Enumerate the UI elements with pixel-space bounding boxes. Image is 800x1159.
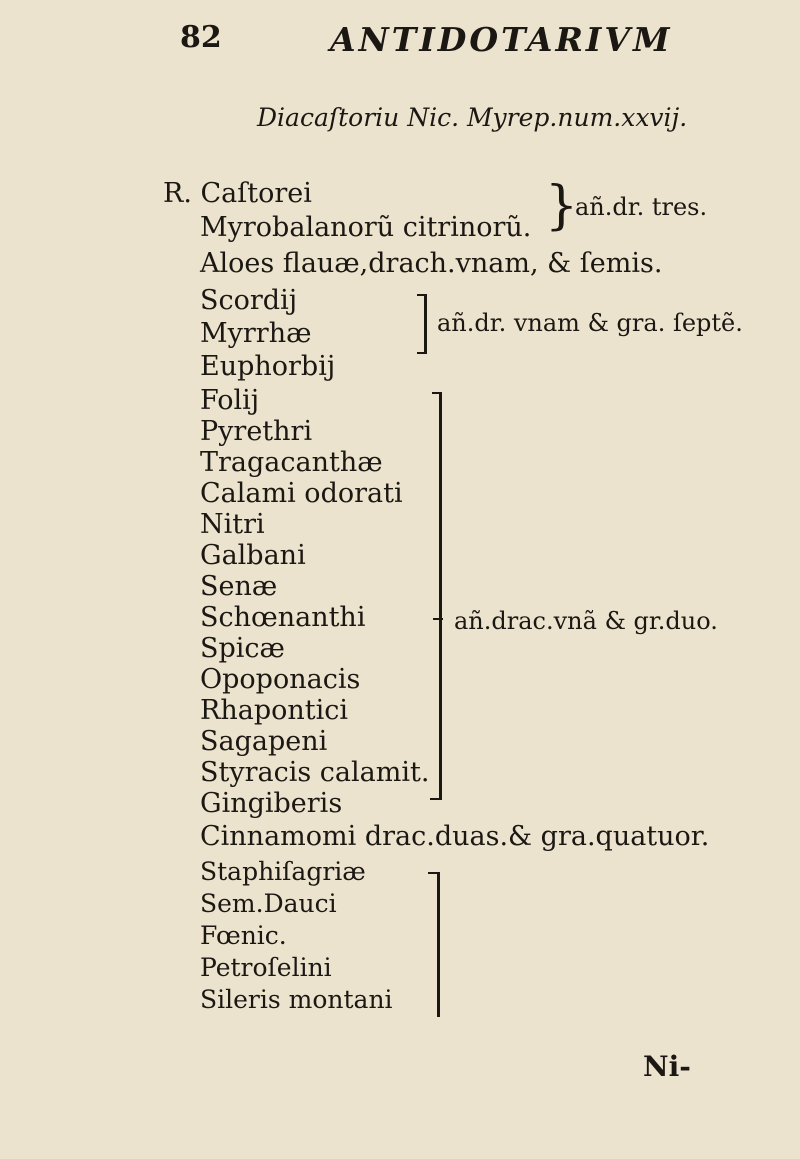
ingredient-line: Schœnanthi: [200, 602, 366, 633]
ingredient-line: Cinnamomi drac.duas.& gra.quatuor.: [200, 821, 710, 852]
ingredient-line: Senæ: [200, 571, 278, 602]
dose-label: añ.dr. vnam & gra. ſeptẽ.: [437, 309, 743, 337]
ingredient-line: Pyrethri: [200, 416, 313, 447]
running-title: ANTIDOTARIVM: [330, 20, 673, 59]
ingredient-line: Aloes flauæ,drach.vnam, & ſemis.: [200, 248, 663, 279]
bracket-icon: [439, 392, 442, 800]
ingredient-line: Fœnic.: [200, 921, 287, 950]
ingredient-line: Galbani: [200, 540, 306, 571]
ingredient-line: Styracis calamit.: [200, 757, 430, 788]
ingredient-line: Folij: [200, 385, 260, 416]
bracket-bottom-icon: [430, 798, 442, 800]
ingredient-line: Petroſelini: [200, 953, 332, 982]
ingredient-line: Sagapeni: [200, 726, 328, 757]
bracket-point-icon: [433, 618, 443, 620]
page-number: 82: [180, 20, 222, 55]
dose-label: añ.dr. tres.: [575, 193, 708, 221]
ingredient-line: Spicæ: [200, 633, 285, 664]
bracket-icon: [437, 872, 440, 1017]
ingredient-line: Sem.Dauci: [200, 889, 337, 918]
ingredient-line: Rhapontici: [200, 695, 348, 726]
ingredient-line: Nitri: [200, 509, 265, 540]
ingredient-line: Scordij: [200, 285, 298, 316]
bracket-bottom-icon: [417, 352, 427, 354]
ingredient-line: Opoponacis: [200, 664, 361, 695]
dose-label: añ.drac.vnã & gr.duo.: [454, 607, 718, 635]
bracket-icon: [424, 294, 427, 354]
ingredient-line: Sileris montani: [200, 985, 393, 1014]
ingredient-line: Tragacanthæ: [200, 447, 383, 478]
section-title: Diacaſtoriu Nic. Myrep.num.xxvij.: [257, 103, 688, 132]
ingredient-line: Euphorbij: [200, 351, 336, 382]
ingredient-line: Myrobalanorũ citrinorũ.: [200, 212, 532, 243]
catchword: Ni-: [643, 1050, 691, 1083]
ingredient-line: Myrrhæ: [200, 318, 312, 349]
ingredient-line: Calami odorati: [200, 478, 403, 509]
ingredient-line: Staphiſagriæ: [200, 857, 366, 886]
brace-icon: }: [545, 176, 579, 236]
ingredient-line: R. Caſtorei: [163, 178, 312, 209]
ingredient-line: Gingiberis: [200, 788, 343, 819]
